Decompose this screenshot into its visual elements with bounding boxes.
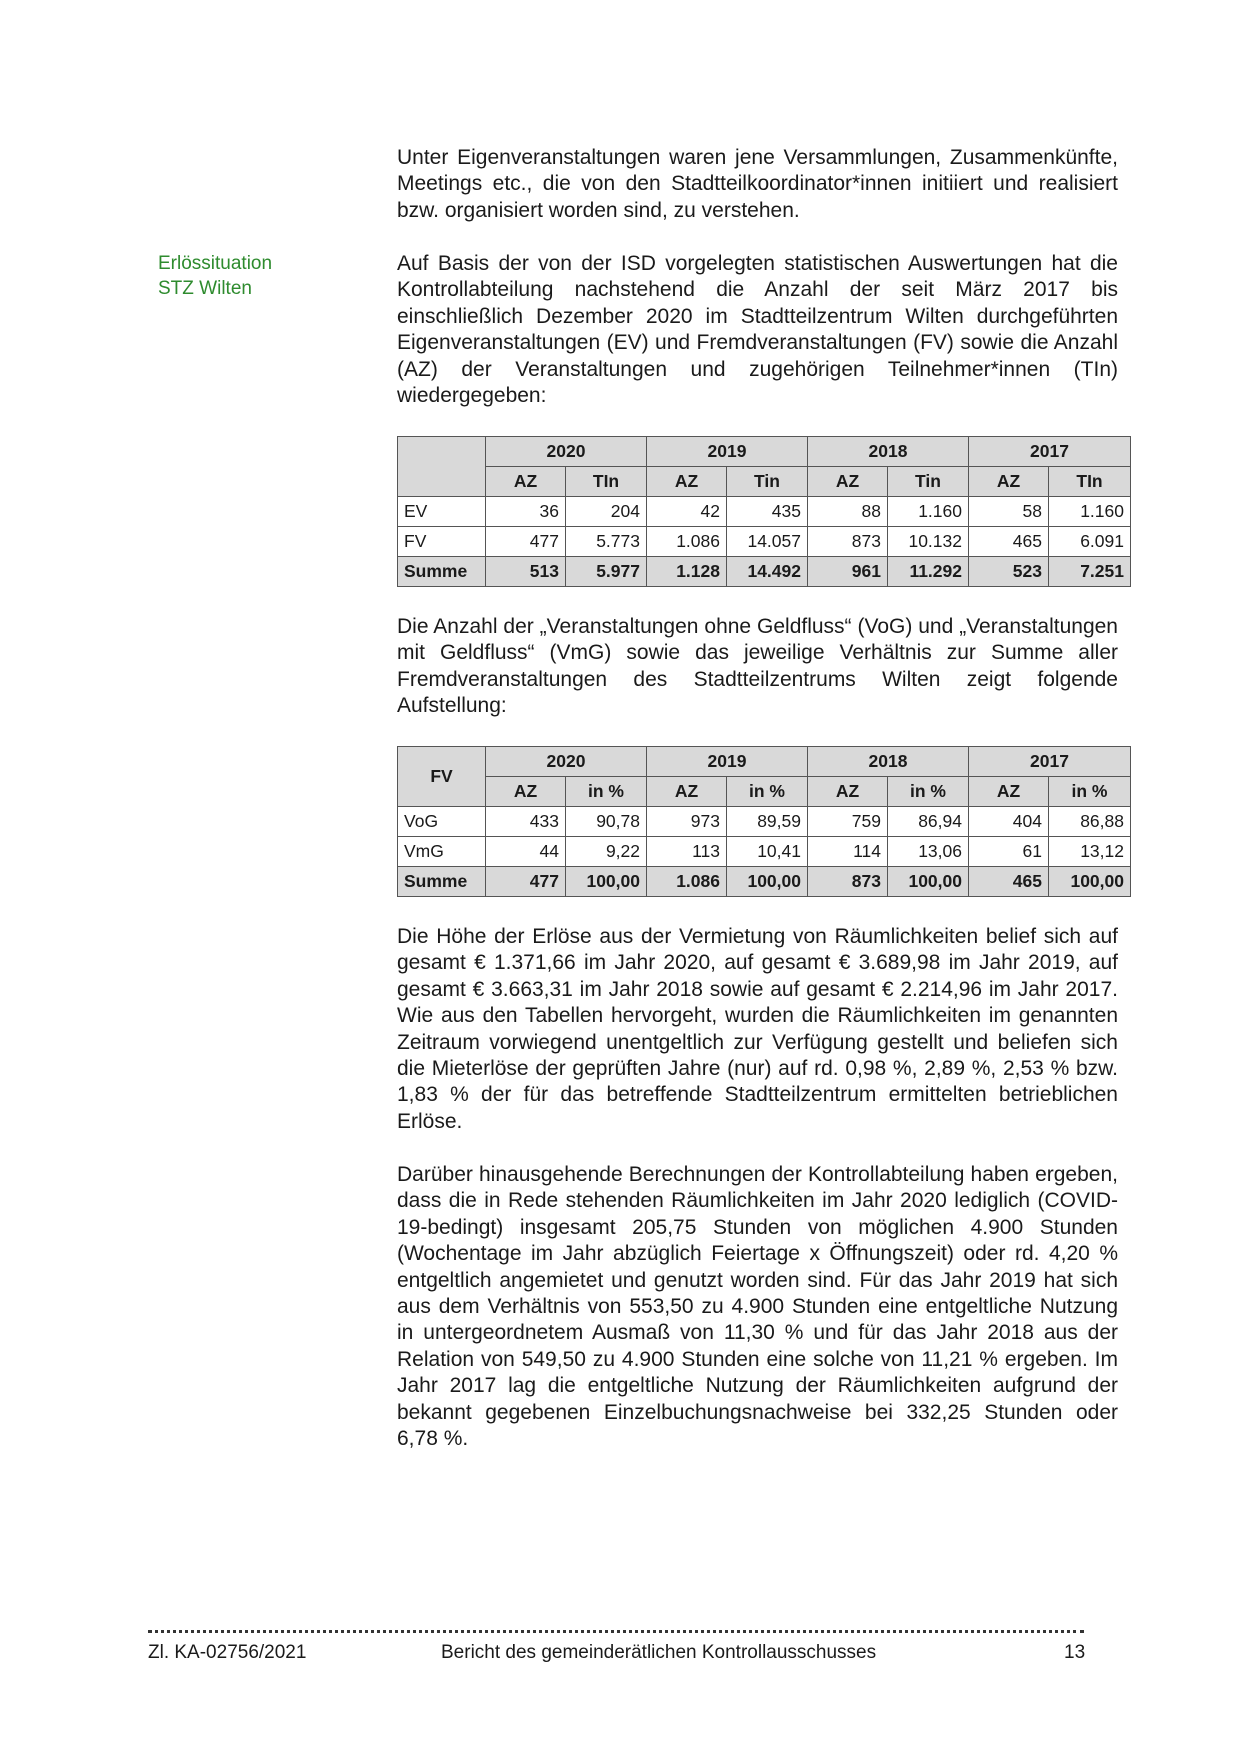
side-note-line1: Erlössituation (158, 253, 273, 274)
paragraph-usage-calculation: Darüber hinausgehende Berechnungen der Kontrollabteilung haben ergeben, dass die in Rede stehenden Räumlichkeiten im Jahr 2020 lediglich (COVID-19-bedingt) insgesamt 205,75 Stunden von möglichen 4.900 Stunden (Wochentage im Jahr abzüglich Feiertage x Öffnungszeit) oder rd. 4,20 % entgeltlich angemietet und genutzt worden sind. Für das Jahr 2019 hat sich aus dem Verhältnis von 553,50 zu 4.900 Stunden eine entgeltliche Nutzung in untergeordnetem Ausmaß von 11,30 % und für das Jahr 2018 aus der Relation von 549,50 zu 4.900 Stunden eine solche von 11,21 % ergeben. Im Jahr 2017 lag die entgeltliche Nutzung der Räumlichkeiten aufgrund der bekannt gegebenen Einzelbuchungsnachweise bei 332,25 Stunden oder 6,78 %. (397, 1163, 1118, 1451)
column-header: AZ (969, 777, 1049, 807)
paragraph-rental-revenue: Die Höhe der Erlöse aus der Vermietung von Räumlichkeiten belief sich auf gesamt € 1.371,66 im Jahr 2020, auf gesamt € 3.689,98 im Jahr 2019, auf gesamt € 3.663,31 im Jahr 2018 sowie auf gesamt € 2.214,96 im Jahr 2017. Wie aus den Tabellen hervorgeht, wurden die Räumlichkeiten im genannten Zeitraum vorwiegend unentgeltlich zur Verfügung gestellt und beliefen sich die Mieterlöse der geprüften Jahre (nur) auf rd. 0,98 %, 2,89 %, 2,53 % bzw. 1,83 % der für das betreffende Stadtteilzentrum ermittelten betrieblichen Erlöse. (397, 925, 1118, 1133)
table-cell: 404 (969, 807, 1049, 837)
table-cell: 873 (808, 527, 888, 557)
column-header: AZ (647, 467, 727, 497)
table-cell: 523 (969, 557, 1049, 587)
year-header: 2020 (486, 437, 647, 467)
table-cell: 7.251 (1049, 557, 1131, 587)
column-header: in % (888, 777, 969, 807)
table-cell: 113 (647, 837, 727, 867)
year-header: 2019 (647, 437, 808, 467)
table-cell: 14.492 (727, 557, 808, 587)
table-cell: 89,59 (727, 807, 808, 837)
vog-vmg-table (397, 746, 1131, 897)
column-header: AZ (647, 777, 727, 807)
table-cell: 873 (808, 867, 888, 897)
table-cell: 6.091 (1049, 527, 1131, 557)
column-header: TIn (1049, 467, 1131, 497)
table-cell: 1.160 (888, 497, 969, 527)
table-cell: 100,00 (888, 867, 969, 897)
column-header: Tin (888, 467, 969, 497)
year-header: 2018 (808, 437, 969, 467)
column-header: in % (566, 777, 647, 807)
footer-title: Bericht des gemeinderätlichen Kontrollausschusses (441, 1642, 877, 1663)
table-cell: 5.977 (566, 557, 647, 587)
table-cell: 973 (647, 807, 727, 837)
table-cell: 100,00 (1049, 867, 1131, 897)
column-header: AZ (486, 467, 566, 497)
column-header: AZ (808, 467, 888, 497)
year-header: 2018 (808, 747, 969, 777)
column-header: Tin (727, 467, 808, 497)
table-corner-cell (398, 437, 486, 497)
table-row (398, 497, 1131, 527)
footer-reference: Zl. KA-02756/2021 (148, 1642, 307, 1663)
table-cell: 11.292 (888, 557, 969, 587)
table-cell: 61 (969, 837, 1049, 867)
column-header: AZ (969, 467, 1049, 497)
table-cell: 42 (647, 497, 727, 527)
table-cell: 88 (808, 497, 888, 527)
year-header: 2019 (647, 747, 808, 777)
table-cell: 477 (486, 867, 566, 897)
table-cell: 5.773 (566, 527, 647, 557)
row-label: FV (398, 527, 486, 557)
table-cell: 433 (486, 807, 566, 837)
table-corner-label: FV (398, 747, 486, 807)
table-cell: 513 (486, 557, 566, 587)
table-cell: 100,00 (727, 867, 808, 897)
table-row (398, 527, 1131, 557)
row-label: Summe (398, 557, 486, 587)
table-cell: 1.128 (647, 557, 727, 587)
table-row (398, 807, 1131, 837)
table-cell: 10.132 (888, 527, 969, 557)
table-row (398, 837, 1131, 867)
table-cell: 13,06 (888, 837, 969, 867)
table-cell: 36 (486, 497, 566, 527)
table-row-total (398, 867, 1131, 897)
table-row-total (398, 557, 1131, 587)
year-header: 2017 (969, 747, 1131, 777)
side-note (158, 252, 272, 301)
table-cell: 9,22 (566, 837, 647, 867)
table-cell: 961 (808, 557, 888, 587)
column-header: AZ (486, 777, 566, 807)
table-cell: 1.086 (647, 527, 727, 557)
table-cell: 435 (727, 497, 808, 527)
table-cell: 1.160 (1049, 497, 1131, 527)
table-cell: 13,12 (1049, 837, 1131, 867)
table-cell: 58 (969, 497, 1049, 527)
table-cell: 10,41 (727, 837, 808, 867)
table-cell: 1.086 (647, 867, 727, 897)
table-cell: 86,94 (888, 807, 969, 837)
column-header: TIn (566, 467, 647, 497)
paragraph-statistics-intro: Auf Basis der von der ISD vorgelegten statistischen Auswertungen hat die Kontrollabteilung nachstehend die Anzahl der seit März 2017 bis einschließlich Dezember 2020 im Stadtteilzentrum Wilten durchgeführten Eigenveranstaltungen (EV) und Fremdveranstaltungen (FV) sowie die Anzahl (AZ) der Veranstaltungen und zugehörigen Teilnehmer*innen (TIn) wiedergegeben: (397, 252, 1118, 408)
table-cell: 44 (486, 837, 566, 867)
column-header: in % (1049, 777, 1131, 807)
table-cell: 100,00 (566, 867, 647, 897)
table-cell: 204 (566, 497, 647, 527)
row-label: Summe (398, 867, 486, 897)
paragraph-events-definition: Unter Eigenveranstaltungen waren jene Versammlungen, Zusammenkünfte, Meetings etc., die von den Stadtteilkoordinator*innen initiiert und realisiert bzw. organisiert worden sind, zu verstehen. (397, 146, 1118, 222)
year-header: 2020 (486, 747, 647, 777)
table-cell: 465 (969, 867, 1049, 897)
table-cell: 759 (808, 807, 888, 837)
page-number: 13 (1064, 1642, 1086, 1663)
column-header: AZ (808, 777, 888, 807)
table-cell: 465 (969, 527, 1049, 557)
row-label: VmG (398, 837, 486, 867)
table-cell: 477 (486, 527, 566, 557)
table-cell: 90,78 (566, 807, 647, 837)
events-participants-table (397, 436, 1131, 587)
footer-divider (148, 1618, 1084, 1633)
column-header: in % (727, 777, 808, 807)
table-cell: 114 (808, 837, 888, 867)
row-label: VoG (398, 807, 486, 837)
side-note-line2: STZ Wilten (158, 277, 252, 299)
table-cell: 14.057 (727, 527, 808, 557)
year-header: 2017 (969, 437, 1131, 467)
paragraph-vog-vmg-intro: Die Anzahl der „Veranstaltungen ohne Geldfluss“ (VoG) und „Veranstaltungen mit Geldfluss“ (VmG) sowie das jeweilige Verhältnis zur Summe aller Fremdveranstaltungen des Stadtteilzentrums Wilten zeigt folgende Aufstellung: (397, 615, 1118, 718)
table-cell: 86,88 (1049, 807, 1131, 837)
row-label: EV (398, 497, 486, 527)
